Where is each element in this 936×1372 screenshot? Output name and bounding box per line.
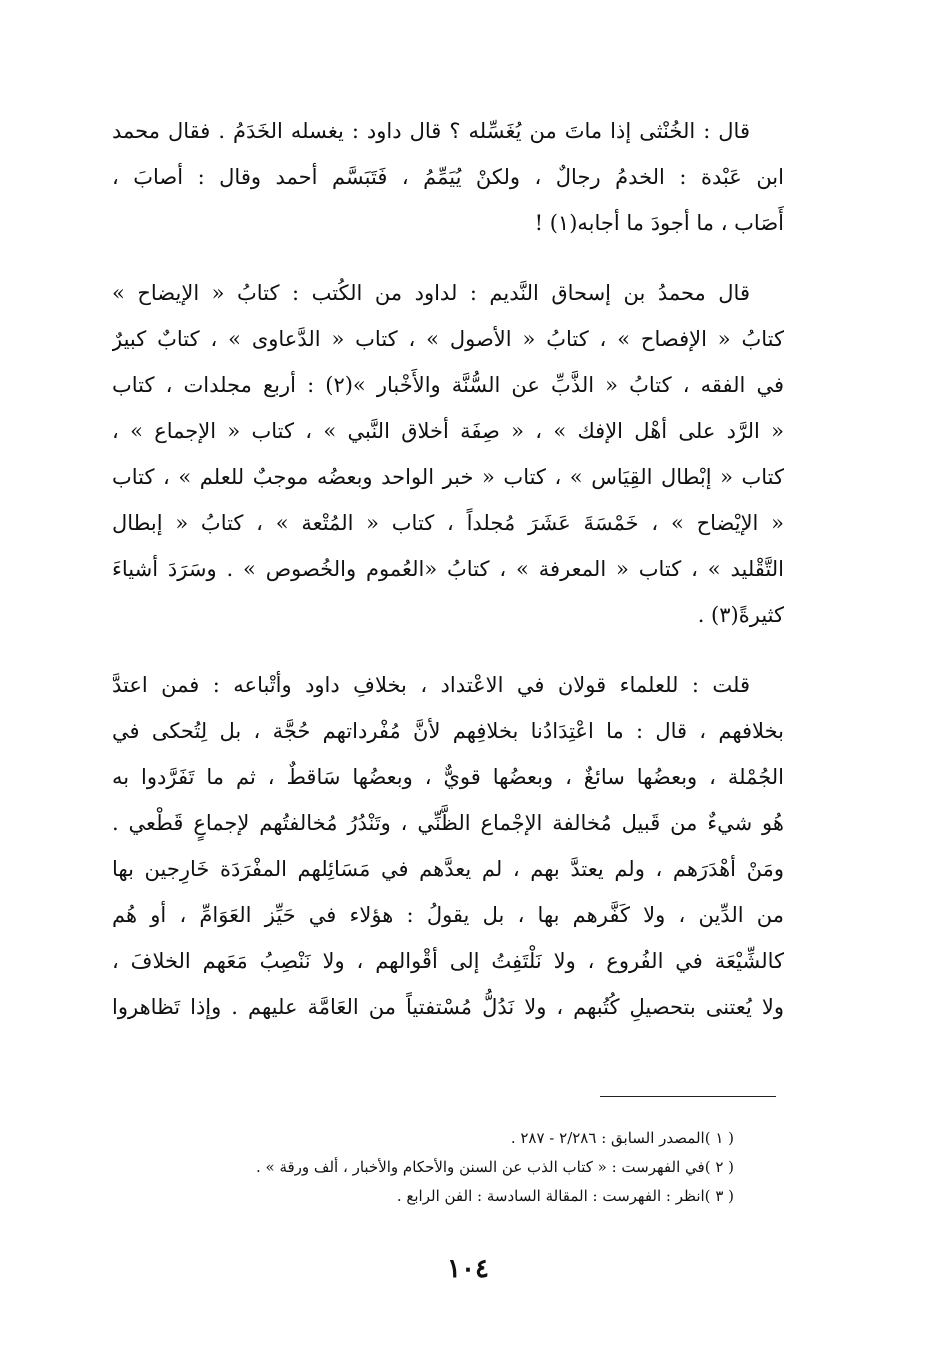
text-line: ولا يُعتنى بتحصيلِ كُتُبهم ، ولا نَدُلُّ مُسْتفتياً من العَامَّة عليهم . وإذا تَظاهروا — [112, 995, 784, 1019]
paragraph — [112, 662, 784, 1030]
footnote: ( ٢ )في الفهرست : « كتاب الذب عن السنن والأحكام والأخبار ، ألف ورقة » . — [255, 1158, 734, 1176]
paragraph-gap — [112, 246, 784, 270]
text-line: ومَنْ أهْدَرَهم ، ولم يعتدَّ بهم ، لم يعدَّهم في مَسَائِلهم المفْرَدَة خَارِجين بها — [112, 857, 784, 881]
text-line: كثيرةً(٣) . — [697, 603, 784, 627]
text-line: من الدِّين ، ولا كَفَّرهم بها ، بل يقولُ : هؤلاء في حَيِّز العَوَامِّ ، أو هُم — [112, 903, 784, 927]
text-line: قال محمدُ بن إسحاق النَّديم : لداود من الكُتب : كتابُ « الإيضاح » — [112, 281, 750, 305]
paragraph — [112, 108, 784, 246]
text-line: أَصَاب ، ما أجودَ ما أجابه(١) ! — [534, 211, 784, 235]
text-line: الجُمْلة ، وبعضُها سائغٌ ، وبعضُها قويٌّ ، وبعضُها سَاقطٌ ، ثم ما تَفَرَّدوا به — [112, 765, 784, 789]
text-line: ابن عَبْدة : الخدمُ رجالٌ ، ولكنْ يُيَمِّمُ ، فَتَبَسَّم أحمد وقال : أصابَ ، — [112, 165, 784, 189]
text-line: « الرَّد على أهْل الإفك » ، « صِفَة أخلاق النَّبي » ، كتاب « الإجماع » ، — [112, 419, 784, 443]
footnotes — [112, 1124, 734, 1211]
main-text — [112, 108, 784, 1030]
paragraph — [112, 270, 784, 638]
text-line: كالشِّيْعَة في الفُروع ، ولا نَلْتَفِتُ إلى أقْوالهم ، ولا نَنْصِبُ مَعَهم الخلافَ ، — [112, 949, 784, 973]
text-line: هُو شيءٌ من قَبيل مُخالفة الإجْماع الظَّنِّي ، وتَنْدُرُ مُخالفتُهم لإجماعٍ قَطْعي . — [112, 811, 784, 835]
text-line: « الإيْضاح » ، خَمْسَةَ عَشَرَ مُجلداً ، كتاب « المُتْعة » ، كتابُ « إبطال — [112, 511, 784, 535]
text-line: في الفقه ، كتابُ « الذَّبِّ عن السُّنَّة والأَخْبار »(٢) : أربع مجلدات ، كتاب — [112, 373, 784, 397]
footnote: ( ١ )المصدر السابق : ٢/٢٨٦ - ٢٨٧ . — [510, 1129, 734, 1147]
footnote-separator — [600, 1096, 776, 1097]
text-line: قلت : للعلماء قولان في الاعْتداد ، بخلافِ داود وأتْباعه : فمن اعتدَّ — [112, 673, 750, 697]
text-line: بخلافهم ، قال : ما اعْتِدَادُنا بخلافِهم لأنَّ مُفْرداتهم حُجَّة ، بل لِتُحكى في — [112, 719, 784, 743]
text-line: قال : الخُنْثى إذا ماتَ من يُغَسِّله ؟ قال داود : يغسله الخَدَمُ . فقال محمد — [112, 119, 750, 143]
paragraph-gap — [112, 638, 784, 662]
text-line: كتاب « إبْطال القِيَاس » ، كتاب « خبر الواحد وبعضُه موجبٌ للعلم » ، كتاب — [112, 465, 784, 489]
page-number: ١٠٤ — [447, 1254, 489, 1284]
footnote: ( ٣ )انظر : الفهرست : المقالة السادسة : الفن الرابع . — [396, 1187, 734, 1205]
text-line: كتابُ « الإفصاح » ، كتابُ « الأصول » ، كتاب « الدَّعاوى » ، كتابٌ كبيرٌ — [112, 327, 784, 351]
text-line: التَّقْليد » ، كتاب « المعرفة » ، كتابُ «العُموم والخُصوص » . وسَرَدَ أشياءَ — [112, 557, 784, 581]
